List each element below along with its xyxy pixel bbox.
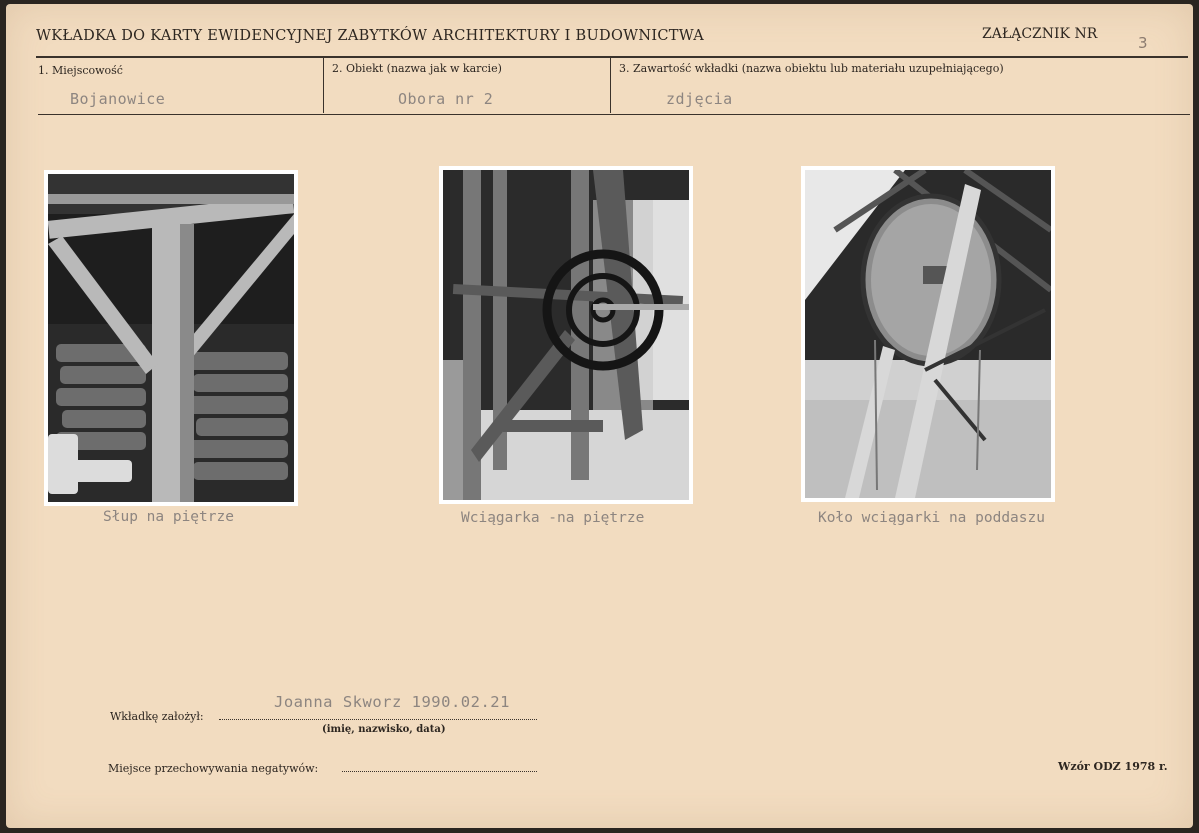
founder-line [219, 719, 537, 720]
negatives-label: Miejsce przechowywania negatywów: [108, 762, 319, 775]
record-card [6, 4, 1193, 828]
photo-winch-caption: Wciągarka -na piętrze [461, 510, 645, 526]
photo-winch-wheel-caption: Koło wciągarki na poddaszu [818, 510, 1045, 526]
photo-winch-wheel [801, 166, 1055, 502]
founder-hint: (imię, nazwisko, data) [322, 724, 446, 735]
contents-label: 3. Zawartość wkładki (nazwa obiektu lub materiału uzupełniającego) [619, 62, 1004, 75]
photo-winch [439, 166, 693, 504]
header-rule [36, 56, 1188, 58]
negatives-line [342, 771, 537, 772]
contents-value: zdjęcia [666, 90, 733, 108]
annex-label: ZAŁĄCZNIK NR [982, 26, 1098, 42]
field-divider-1 [323, 58, 324, 113]
place-value: Bojanowice [70, 90, 166, 108]
document-title: WKŁADKA DO KARTY EWIDENCYJNEJ ZABYTKÓW ARCHITEKTURY I BUDOWNICTWA [36, 28, 704, 44]
field-divider-2 [610, 58, 611, 113]
founder-label: Wkładkę założył: [110, 710, 204, 723]
object-value: Obora nr 2 [398, 90, 494, 108]
fields-bottom-rule [38, 114, 1190, 115]
founder-value: Joanna Skworz 1990.02.21 [274, 693, 510, 711]
place-label: 1. Miejscowość [38, 64, 123, 77]
form-id: Wzór ODZ 1978 r. [1058, 760, 1168, 773]
photo-column-caption: Słup na piętrze [103, 509, 234, 525]
photo-column [44, 170, 298, 506]
annex-number: 3 [1138, 34, 1148, 52]
object-label: 2. Obiekt (nazwa jak w karcie) [332, 62, 502, 75]
